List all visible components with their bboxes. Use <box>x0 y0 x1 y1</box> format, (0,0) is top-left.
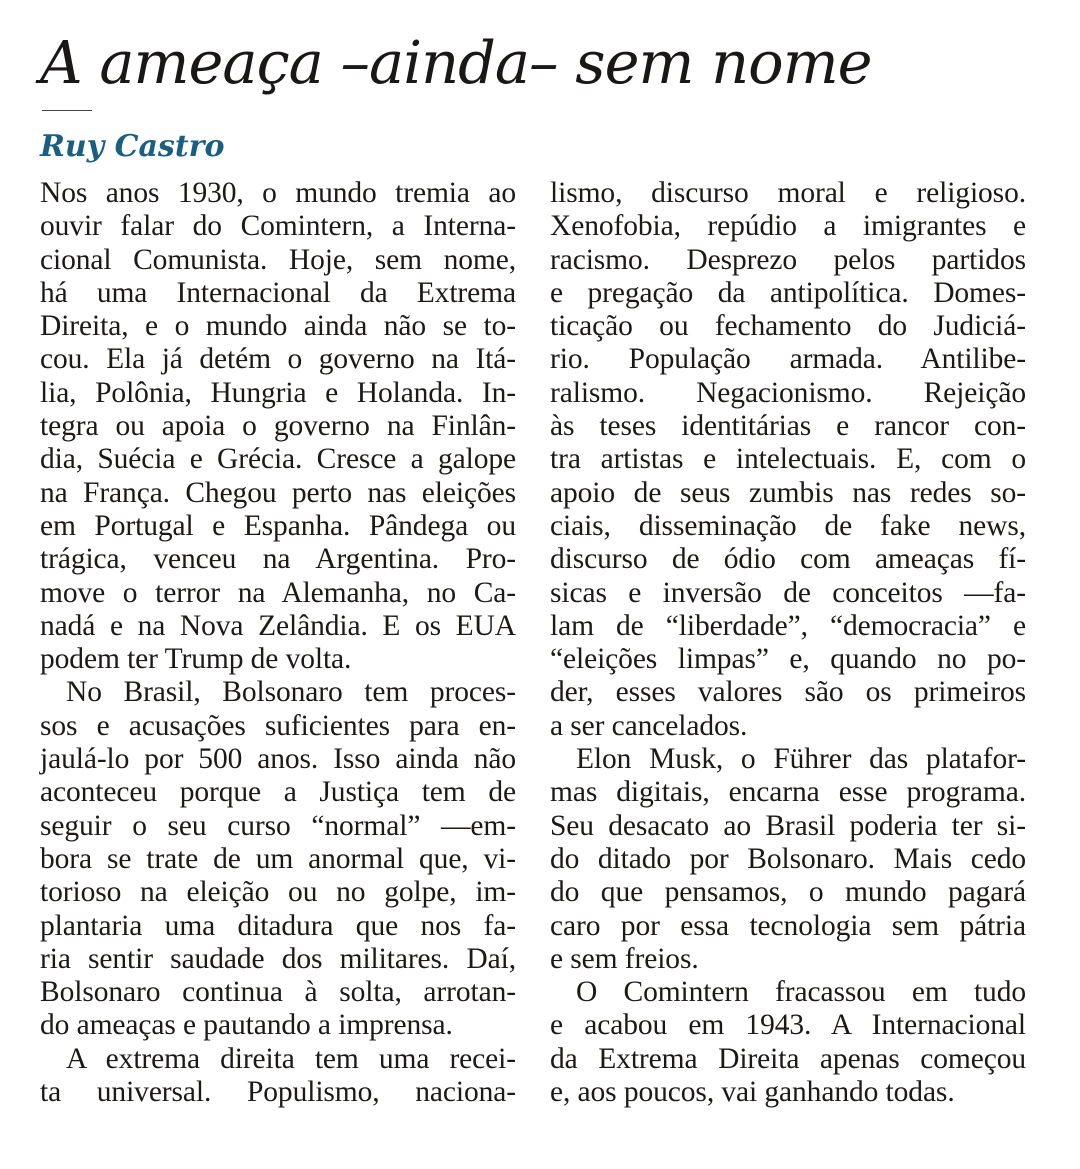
text-line: A extrema direita tem uma recei- <box>66 1042 516 1075</box>
text-line: caro por essa tecnologia sem pátria <box>550 909 1026 942</box>
text-line: Xenofobia, repúdio a imigrantes e <box>550 210 1026 243</box>
text-line: lam de “liberdade”, “democracia” e <box>550 609 1026 642</box>
text-line: podem ter Trump de volta. <box>40 643 352 676</box>
text-line: ciais, disseminação de fake news, <box>550 509 1026 542</box>
article-column-left <box>40 177 516 1109</box>
article-title: A ameaça –ainda– sem nome <box>40 28 872 97</box>
title-divider <box>42 110 92 111</box>
article-column-right <box>550 177 1026 1109</box>
text-line: ouvir falar do Comintern, a Interna- <box>40 210 516 243</box>
author-byline: Ruy Castro <box>40 129 225 164</box>
text-line: ta universal. Populismo, naciona- <box>40 1076 516 1109</box>
text-line: nadá e na Nova Zelândia. E os EUA <box>40 609 516 642</box>
text-line: sos e acusações suficientes para en- <box>40 709 516 742</box>
text-line: “eleições limpas” e, quando no po- <box>550 643 1026 676</box>
text-line: às teses identitárias e rancor con- <box>550 410 1026 443</box>
text-line: O Comintern fracassou em tudo <box>576 976 1026 1009</box>
text-line: Bolsonaro continua à solta, arrotan- <box>40 976 516 1009</box>
text-line: jaulá-lo por 500 anos. Isso ainda não <box>40 743 516 776</box>
text-line: do ameaças e pautando a imprensa. <box>40 1009 453 1042</box>
text-line: em Portugal e Espanha. Pândega ou <box>40 509 516 542</box>
text-line: a ser cancelados. <box>550 709 748 742</box>
text-line: sicas e inversão de conceitos —fa- <box>550 576 1026 609</box>
text-line: ticação ou fechamento do Judiciá- <box>550 310 1026 343</box>
text-line: e pregação da antipolítica. Domes- <box>550 276 1026 309</box>
text-line: do ditado por Bolsonaro. Mais cedo <box>550 842 1026 875</box>
text-line: cou. Ela já detém o governo na Itá- <box>40 343 516 376</box>
text-line: e acabou em 1943. A Internacional <box>550 1009 1026 1042</box>
text-line: mas digitais, encarna esse programa. <box>550 776 1026 809</box>
text-line: bora se trate de um anormal que, vi- <box>40 842 516 875</box>
text-line: Direita, e o mundo ainda não se to- <box>40 310 516 343</box>
text-line: tegra ou apoia o governo na Finlân- <box>40 410 516 443</box>
text-line: tra artistas e intelectuais. E, com o <box>550 443 1026 476</box>
text-line: do que pensamos, o mundo pagará <box>550 876 1026 909</box>
text-line: move o terror na Alemanha, no Ca- <box>40 576 516 609</box>
text-line: e sem freios. <box>550 942 699 975</box>
text-line: Elon Musk, o Führer das platafor- <box>576 743 1026 776</box>
text-line: cional Comunista. Hoje, sem nome, <box>40 243 516 276</box>
text-line: torioso na eleição ou no golpe, im- <box>40 876 516 909</box>
text-line: plantaria uma ditadura que nos fa- <box>40 909 516 942</box>
text-line: há uma Internacional da Extrema <box>40 276 516 309</box>
text-line: lismo, discurso moral e religioso. <box>550 177 1026 209</box>
text-line: da Extrema Direita apenas começou <box>550 1042 1026 1075</box>
text-line: ralismo. Negacionismo. Rejeição <box>550 376 1026 409</box>
text-line: rio. População armada. Antilibe- <box>550 343 1026 376</box>
text-line: No Brasil, Bolsonaro tem proces- <box>66 676 516 709</box>
text-line: Seu desacato ao Brasil poderia ter si- <box>550 809 1026 842</box>
text-line: lia, Polônia, Hungria e Holanda. In- <box>40 376 516 409</box>
text-line: apoio de seus zumbis nas redes so- <box>550 476 1026 509</box>
text-line: Nos anos 1930, o mundo tremia ao <box>40 177 516 209</box>
text-line: der, esses valores são os primeiros <box>550 676 1026 709</box>
text-line: dia, Suécia e Grécia. Cresce a galope <box>40 443 516 476</box>
text-line: racismo. Desprezo pelos partidos <box>550 243 1026 276</box>
text-line: seguir o seu curso “normal” —em- <box>40 809 516 842</box>
text-line: ria sentir saudade dos militares. Daí, <box>40 942 516 975</box>
text-line: discurso de ódio com ameaças fí- <box>550 543 1026 576</box>
text-line: e, aos poucos, vai ganhando todas. <box>550 1076 955 1109</box>
text-line: aconteceu porque a Justiça tem de <box>40 776 516 809</box>
text-line: na França. Chegou perto nas eleições <box>40 476 516 509</box>
text-line: trágica, venceu na Argentina. Pro- <box>40 543 516 576</box>
